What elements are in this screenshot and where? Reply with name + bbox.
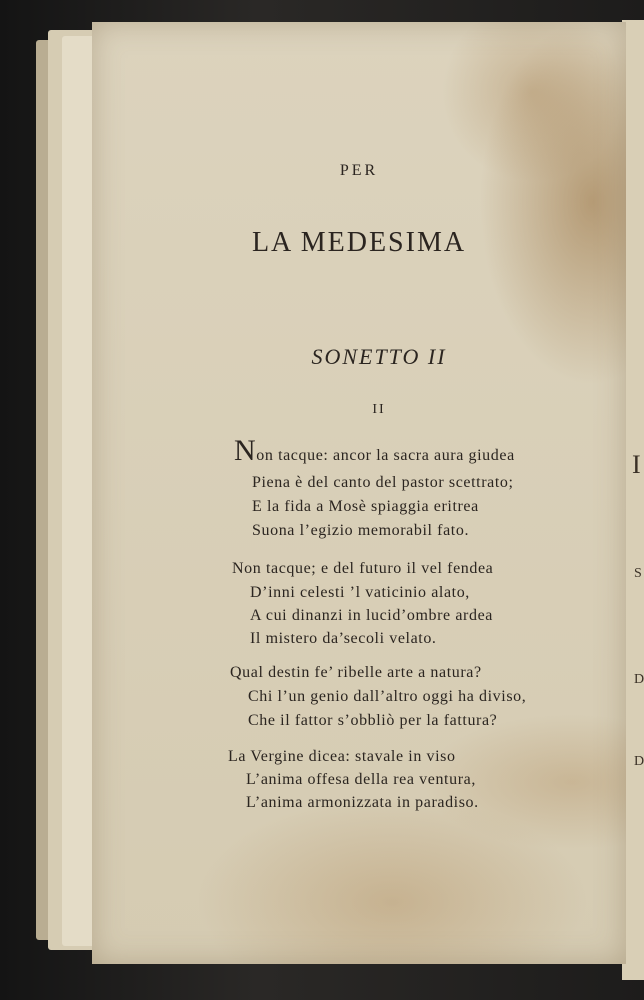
- facing-page-letter: S: [634, 566, 642, 581]
- poem-line: L’anima armonizzata in paradiso.: [246, 794, 479, 811]
- poem-line: La Vergine dicea: stavale in viso: [228, 748, 456, 765]
- facing-page-letter: D: [634, 672, 644, 687]
- poem-line-text: on tacque: ancor la sacra aura giudea: [256, 447, 515, 464]
- facing-page-letter: I: [632, 450, 641, 479]
- drop-cap: N: [234, 434, 257, 467]
- poem-line: E la fida a Mosè spiaggia eritrea: [252, 498, 479, 515]
- poem-line: Qual destin fe’ ribelle arte a natura?: [230, 664, 482, 681]
- poem-line: A cui dinanzi in lucid’ombre ardea: [250, 607, 493, 624]
- sonnet-numeral: II: [372, 402, 386, 417]
- page-header: PER: [339, 162, 379, 179]
- poem-line: Che il fattor s’obbliò per la fattura?: [248, 712, 498, 729]
- poem-line: Suona l’egizio memorabil fato.: [252, 522, 470, 539]
- poem-line: Chi l’un genio dall’altro oggi ha diviso,: [248, 688, 527, 705]
- facing-page-letter: D: [634, 754, 644, 769]
- poem-line: Piena è del canto del pastor scettrato;: [252, 474, 514, 491]
- sonnet-heading: SONETTO II: [311, 344, 447, 369]
- page-title: LA MEDESIMA: [251, 227, 467, 258]
- poem-line: L’anima offesa della rea ventura,: [246, 771, 476, 788]
- poem-line: [234, 436, 515, 466]
- poem-line: D’inni celesti ’l vaticinio alato,: [250, 584, 470, 601]
- book-page: [92, 22, 626, 964]
- poem-line: Il mistero da’secoli velato.: [250, 630, 437, 647]
- poem-line: Non tacque; e del futuro il vel fendea: [232, 560, 494, 577]
